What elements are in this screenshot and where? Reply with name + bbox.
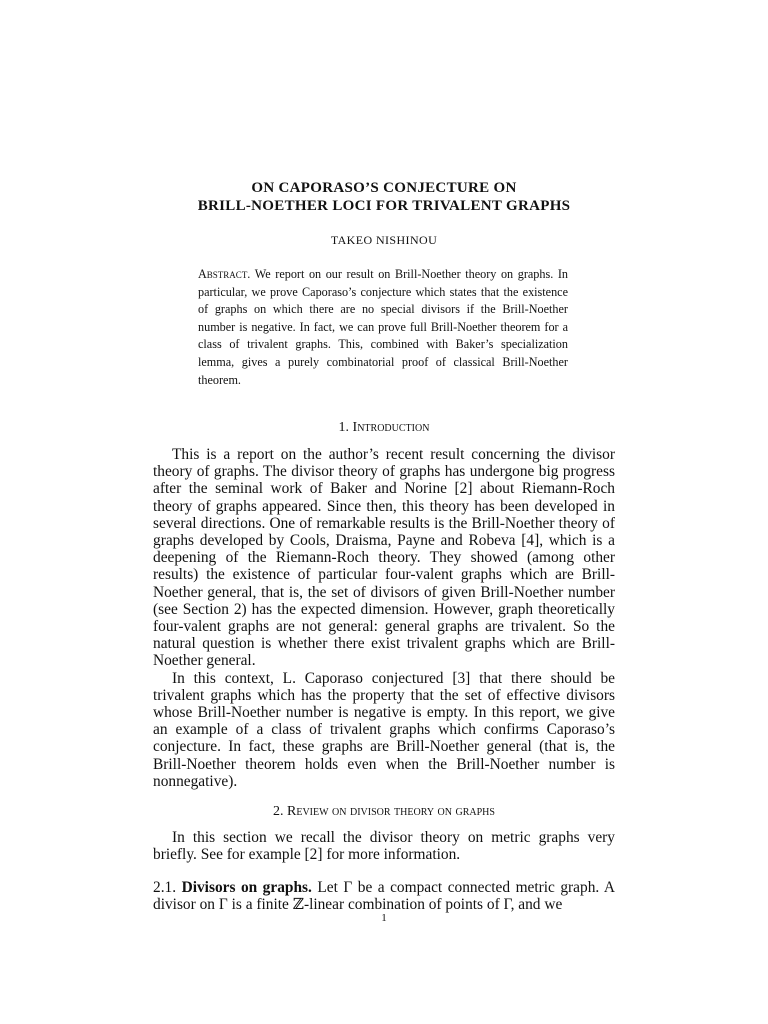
section-title: Introduction (352, 420, 430, 435)
page-number: 1 (381, 912, 387, 924)
section-heading-review (153, 804, 615, 820)
author-name: TAKEO NISHINOU (330, 233, 438, 247)
paper-title-line-1: ON CAPORASO’S CONJECTURE ON (251, 180, 517, 196)
paragraph: This is a report on the author’s recent result concerning the divisor theory of graphs. The divisor theory of graphs has undergone big progress after the seminal work of Baker and Norine [2] about Riemann-Roch theory of graphs appeared. Since then, this theory has been developed in several directions. One of remarkable results is the Brill-Noether theory of graphs developed by Cools, Draisma, Payne and Robeva [4], which is a deepening of the Riemann-Roch theory. They showed (among other results) the existence of particular four-valent graphs which are Brill-Noether general, that is, the set of divisors of given Brill-Noether number (see Section 2) has the expected dimension. However, graph theoretically four-valent graphs are not general: general graphs are trivalent. So the natural question is whether there exist trivalent graphs which are Brill-Noether general. (153, 446, 615, 670)
subsection-title: Divisors on graphs. (181, 879, 312, 896)
subsection-number: 2.1. (153, 879, 177, 896)
abstract-text: We report on our result on Brill-Noether theory on graphs. In particular, we prove Caporaso’s conjecture which states that the existence of graphs on which there are no special divisors if the Brill-Noether number is negative. In fact, we can prove full Brill-Noether theorem for a class of trivalent graphs. This, combined with Baker’s specialization lemma, gives a purely combinatorial proof of classical Brill-Noether theorem. (198, 267, 569, 387)
subsection-paragraph (153, 879, 615, 913)
abstract-label: Abstract. (198, 267, 251, 281)
section-number: 2. (273, 804, 284, 819)
section-heading-introduction (153, 420, 615, 436)
abstract (198, 266, 568, 389)
paper-title-line-2: BRILL-NOETHER LOCI FOR TRIVALENT GRAPHS (197, 198, 571, 214)
subsection-divisors (153, 879, 615, 913)
review-body (153, 829, 615, 863)
introduction-body (153, 446, 615, 790)
section-title: Review on divisor theory on graphs (287, 804, 495, 819)
subsection-text: Let Γ be a compact connected metric graph. A divisor on Γ is a finite ℤ-linear combination of points of Γ, and we (153, 879, 616, 914)
paragraph: In this context, L. Caporaso conjectured [3] that there should be trivalent graphs which has the property that the set of effective divisors whose Brill-Noether number is negative is empty. In this report, we give an example of a class of trivalent graphs which confirms Caporaso’s conjecture. In fact, these graphs are Brill-Noether general (that is, the Brill-Noether theorem holds even when the Brill-Noether number is nonnegative). (153, 669, 615, 790)
section-number: 1. (338, 420, 350, 435)
paragraph: In this section we recall the divisor theory on metric graphs very briefly. See for example [2] for more information. (153, 829, 615, 864)
